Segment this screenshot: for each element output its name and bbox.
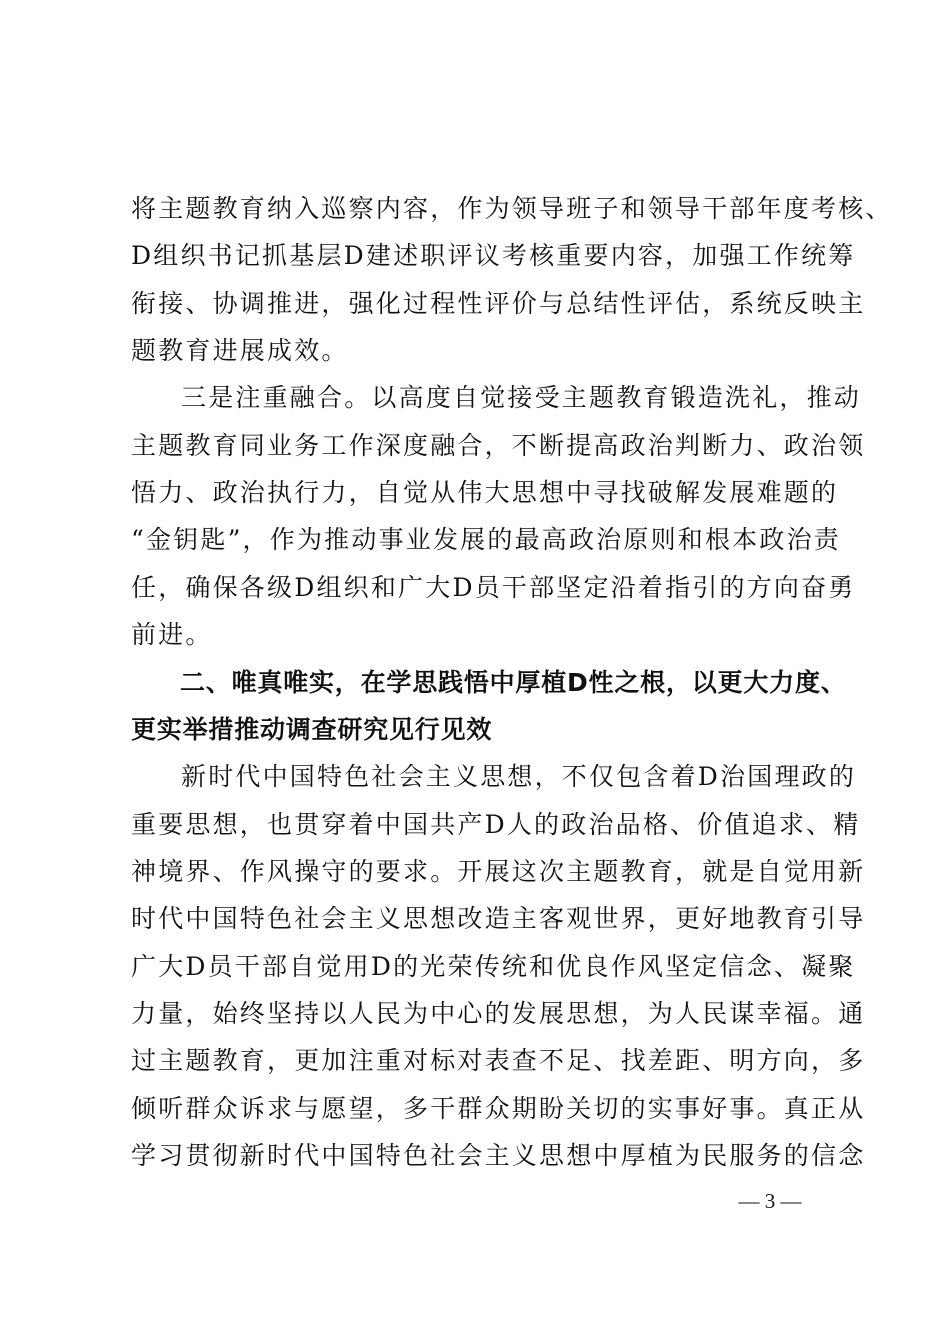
paragraph-line: D组织书记抓基层D建述职评议考核重要内容，加强工作统筹 [131, 241, 856, 270]
section-heading-line: 二、唯真唯实，在学思践悟中厚植D性之根，以更大力度、 [180, 668, 847, 697]
paragraph-line: 衔接、协调推进，强化过程性评价与总结性评估，系统反映主 [131, 289, 866, 318]
paragraph-line: 任，确保各级D组织和广大D员干部坚定沿着指引的方向奋勇 [131, 573, 856, 602]
paragraph-line: 悟力、政治执行力，自觉从伟大思想中寻找破解发展难题的 [131, 478, 839, 507]
paragraph-line: 前进。 [131, 620, 213, 649]
page-number: — 3 — [738, 1189, 802, 1213]
paragraph-line: 主题教育同业务工作深度融合，不断提高政治判断力、政治领 [131, 431, 866, 460]
paragraph-line: 学习贯彻新时代中国特色社会主义思想中厚植为民服务的信念 [131, 1141, 866, 1170]
section-heading-line: 更实举措推动调查研究见行见效 [131, 715, 493, 744]
paragraph-line: 重要思想，也贯穿着中国共产D人的政治品格、价值追求、精 [131, 810, 861, 839]
paragraph-line: 时代中国特色社会主义思想改造主客观世界，更好地教育引导 [131, 904, 866, 933]
paragraph-line: 新时代中国特色社会主义思想，不仅包含着D治国理政的 [181, 762, 857, 791]
paragraph-line: 将主题教育纳入巡察内容，作为领导班子和领导干部年度考核、 [131, 194, 893, 223]
paragraph-line: 神境界、作风操守的要求。开展这次主题教育，就是自觉用新 [131, 857, 866, 886]
paragraph-line: “金钥匙”，作为推动事业发展的最高政治原则和根本政治责 [131, 525, 841, 554]
paragraph-line: 三是注重融合。以高度自觉接受主题教育锻造洗礼，推动 [181, 383, 862, 412]
paragraph-line: 倾听群众诉求与愿望，多干群众期盼关切的实事好事。真正从 [131, 1094, 866, 1123]
paragraph-line: 广大D员干部自觉用D的光荣传统和优良作风坚定信念、凝聚 [131, 952, 856, 981]
paragraph-line: 力量，始终坚持以人民为中心的发展思想，为人民谋幸福。通 [131, 999, 866, 1028]
paragraph-line: 题教育进展成效。 [131, 336, 349, 365]
paragraph-line: 过主题教育，更加注重对标对表查不足、找差距、明方向，多 [131, 1046, 866, 1075]
